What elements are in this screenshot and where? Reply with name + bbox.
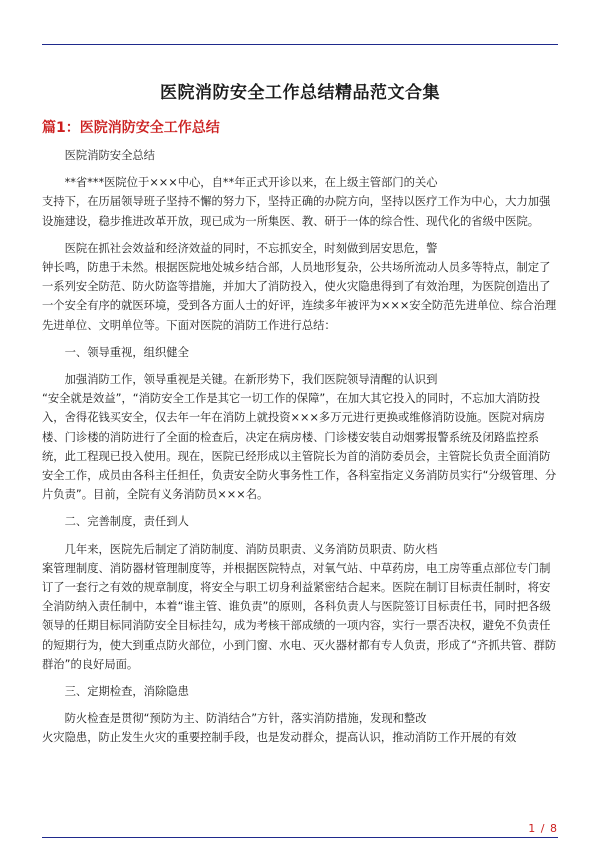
page-number: 1 / 8 [528,822,558,835]
heading-leadership: 一、领导重视，组织健全 [42,345,189,359]
paragraph-overview: 医院在抓社会效益和经济效益的同时，不忘抓安全，时刻做到居安思危，警 钟长鸣，防患于未然。根据医院地处城乡结合部，人员地形复杂，公共场所流动人员多等特点，制定了一系列安全防范、防火防盗等措施，并加大了消防投入，使火灾隐患得到了有效治理，为医院创造出了一个安全有序的就医环境，受到各方面人士的好评，连续多年被评为×××安全防范先进单位、综合治理先进单位、文明单位等。下面对医院的消防工作进行总结： [42,241,557,332]
paragraph-intro: **省***医院位于×××中心，自**年正式开诊以来，在上级主管部门的关心 支持下，在历届领导班子坚持不懈的努力下，坚持正确的办院方向，坚持以医疗工作为中心，大力加强设施建设，稳步推进改革开放，现已成为一所集医、教、研于一体的综合性、现代化的省级中医院。 [42,176,551,228]
paragraph-systems: 几年来，医院先后制定了消防制度、消防员职责、义务消防员职责、防火档 案管理制度、消防器材管理制度等，并根据医院特点，对氧气站、中草药房，电工房等重点部位专门制订了一套行之有效的规章制度，将安全与职工切身利益紧密结合起来。医院在制订目标责任制时，将安全消防纳入责任制中，本着“谁主管、谁负责”的原则，各科负责人与医院签订目标责任书，同时把各级领导的任期目标同消防安全目标挂勾，成为考核干部成绩的一项内容，实行一票否决权，避免不负责任的短期行为，使大到重点防火部位，小到门窗、水电、灭火器材都有专人负责，形成了“齐抓共管、群防群治”的良好局面。 [42,542,557,671]
document-title: 医院消防安全工作总结精品范文合集 [160,83,440,103]
paragraph-leadership: 加强消防工作，领导重视是关键。在新形势下，我们医院领导清醒的认识到 “安全就是效益”，“消防安全工作是其它一切工作的保障”，在加大其它投入的同时，不忘加大消防投入，舍得花钱买安全，仅去年一年在消防上就投资×××多万元进行更换或维修消防设施。医院对病房楼、门诊楼的消防进行了全面的检查后，决定在病房楼、门诊楼安装自动烟雾报警系统及闭路监控系统，此工程现已投入使用。现在，医院已经形成以主管院长为首的消防委员会，主管院长负责全面消防安全工作，成员由各科主任担任，负责安全防火事务性工作，各科室指定义务消防员实行“分级管理、分片负责”。目前，全院有义务消防员×××名。 [42,373,557,502]
paragraph-inspection: 防火检查是贯彻“预防为主、防消结合”方针，落实消防措施，发现和整改 火灾隐患，防止发生火灾的重要控制手段，也是发动群众，提高认识，推动消防工作开展的有效 [42,712,517,745]
heading-systems: 二、完善制度，责任到人 [42,515,189,529]
heading-inspection: 三、定期检查，消除隐患 [42,685,189,699]
section-heading: 篇1：医院消防安全工作总结 [42,120,220,136]
footer-rule [42,837,558,838]
header-rule [42,44,558,45]
document-body [42,146,558,756]
paragraph-subtitle: 医院消防安全总结 [42,149,155,162]
